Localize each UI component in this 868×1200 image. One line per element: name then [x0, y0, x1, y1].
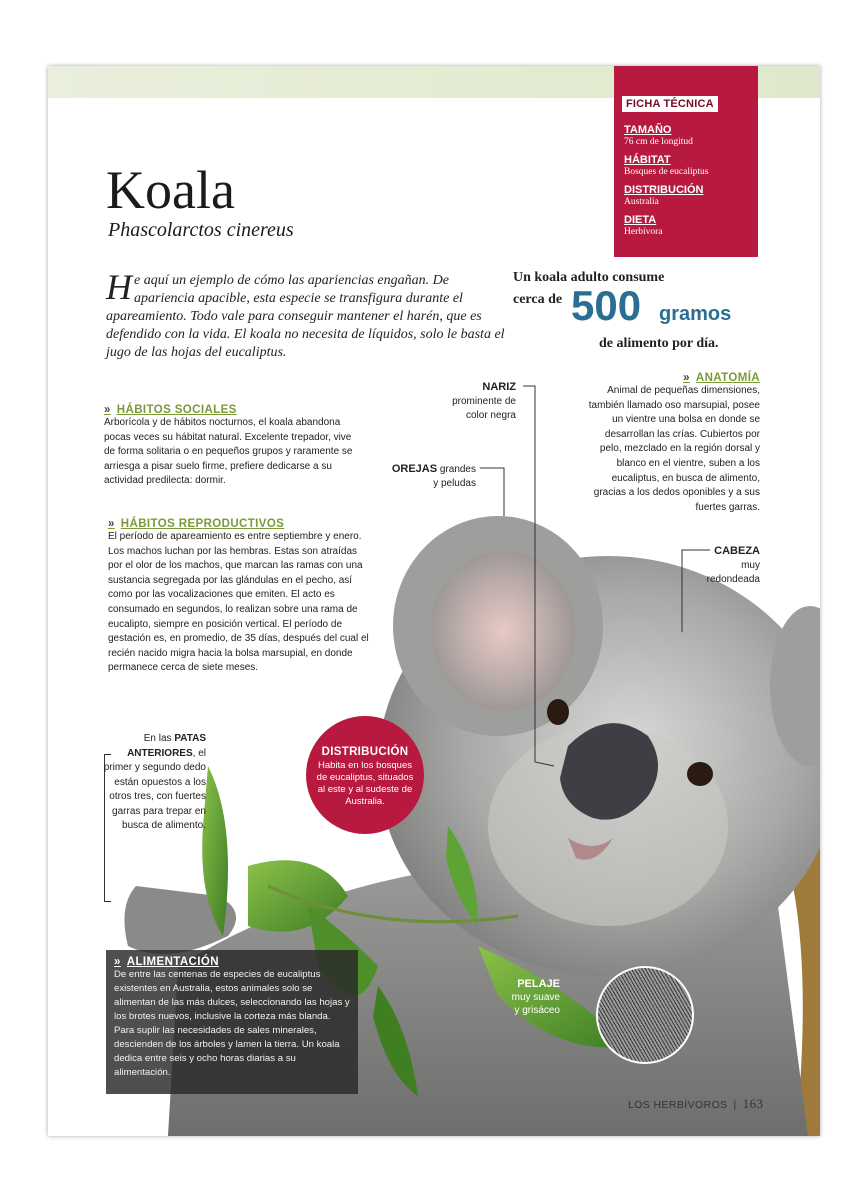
magazine-page: FICHA TÉCNICA TAMAÑO 76 cm de longitud HÁBITAT Bosques de eucaliptus DISTRIBUCIÓN Australia DIETA Herbívora Koala Phascolarctos cinereus He aquí un ejemplo de cómo las apariencias engañan. De apariencia apacible, esta especie se transfigura durante el apareamiento. Todo vale para conseguir mantener el harén, que es defendido con la vida. El koala no necesita de líquidos, solo le basta el jugo de las hojas del eucaliptus. Un koala adulto consume cerca de 500 gramos de alimento por día. » HÁBITOS SOCIALES Arborícola y de hábitos nocturnos, el koala abandona pocas veces su hábitat natural. Excelente trepador, vive de forma solitaria o en pequeños grupos y raramente se arriesga a pisar suelo firme, prefiere dedicarse a su actividad predilecta: dormir. » HÁBITOS REPRODUCTIVOS El período de apareamiento es entre septiembre y enero. Los machos luchan por las hembras. Estas son atraídas por el olor de los machos, que marcan las ramas con una sustancia segregada por las glándulas en el pecho, así como por las vocalizaciones que emiten. El acto es consumado en segundos, lo realizan sobre una rama de eucalipto, siempre en posición vertical. El período de gestación es, en promedio, de 35 días, después del cual el recién nacido migra hacia la bolsa marsupial, en donde permanece cerca de siete meses. » ANATOMÍA Animal de pequeñas dimensiones, también llamado oso marsupial, posee un vientre una bolsa en donde se desarrollan las crías. Cubiertos por pelo, mezclado en la región dorsal y blanco en el vientre, suben a los eucaliptus, en busca de alimento, gracias a los dedos oponibles y a sus fuertes garras. NARIZ prominente de color negra OREJAS grandes y peludas CABEZA muy redondeada En las PATAS ANTERIORES, el primer y segundo dedo están opuestos a los otros tres, con fuertes garras para trepar en busca de alimento. DISTRIBUCIÓN Habita en los bosques de eucaliptus, situados al este y al sudeste de Australia. » ALIMENTACIÓN De entre las centenas de especies de eucaliptus existentes en Australia, estos animales solo se alimentan de las más dulces, seleccionando las hojas y los brotes nuevos, inclusive la corteza más blanda. Para suplir las necesidades de sales minerales, descienden de los árboles y lamen la tierra. Un koala dedica entre seis y ocho horas diarias a su alimentación. PELAJE muy suave y grisáceo LOS HERBÍVOROS | 163 [48, 66, 820, 1136]
label-cabeza: CABEZA muy redondeada [706, 545, 760, 585]
koala-left-eye [547, 699, 569, 725]
section-habitos-reproductivos: » HÁBITOS REPRODUCTIVOS El período de apareamiento es entre septiembre y enero. Los machos luchan por las hembras. Estas son atraídas por el olor de los machos, que marcan las ramas con una sustancia segregada por las glándulas en el pecho, así como por las vocalizaciones que emiten. El acto es consumado en segundos, lo realizan sobre una rama de eucalipto, siempre en posición vertical. El período de gestación es, en promedio, de 35 días, después del cual el recién nacido migra hacia la bolsa marsupial, en donde permanece cerca de siete meses. [100, 512, 380, 702]
page-title: Koala [106, 160, 235, 220]
page-number: 163 [742, 1096, 764, 1111]
section-title: ANATOMÍA [695, 372, 760, 384]
ficha-tecnica-box [614, 66, 758, 257]
section-title: HÁBITOS SOCIALES [116, 404, 237, 416]
stat-unit: gramos [659, 303, 732, 325]
stat-number: 500 [571, 282, 642, 329]
label-nariz: NARIZ prominente de color negra [452, 381, 516, 421]
orejas-leader-line [480, 468, 504, 516]
section-title: ALIMENTACIÓN [126, 956, 219, 968]
ficha-row-habitat: HÁBITAT Bosques de eucaliptus [624, 154, 709, 177]
fur-detail-circle [596, 966, 694, 1064]
distribucion-title: DISTRIBUCIÓN [321, 746, 409, 758]
label-patas-anteriores: En las PATAS ANTERIORES, el primer y segundo dedo están opuestos a los otros tres, con fuertes garras para trepar en busca de alimento. [103, 733, 206, 831]
intro-paragraph: He aquí un ejemplo de cómo las apariencias engañan. De apariencia apacible, esta especie se transfigura durante el apareamiento. Todo vale para conseguir mantener el harén, que es defendido con la vida. El koala no necesita de líquidos, solo le basta el jugo de las hojas del eucaliptus. [106, 267, 505, 360]
section-name: LOS HERBÍVOROS [628, 1099, 728, 1111]
koala-right-eye [687, 762, 713, 786]
distribucion-circle: DISTRIBUCIÓN Habita en los bosques de eucaliptus, situados al este y al sudeste de Australia. [306, 716, 424, 834]
section-title: HÁBITOS REPRODUCTIVOS [120, 518, 285, 530]
scientific-name: Phascolarctos cinereus [108, 219, 294, 241]
section-alimentacion: » ALIMENTACIÓN De entre las centenas de especies de eucaliptus existentes en Australia, estos animales solo se alimentan de las más dulces, seleccionando las hojas y los brotes nuevos, inclusive la corteza más blanda. Para suplir las necesidades de sales minerales, descienden de los árboles y lamen la tierra. Un koala dedica entre seis y ocho horas diarias a su alimentación. [106, 950, 358, 1094]
drop-cap: H [106, 267, 132, 307]
page-footer: LOS HERBÍVOROS | 163 [628, 1096, 764, 1111]
ficha-title: FICHA TÉCNICA [622, 96, 718, 112]
label-orejas: OREJAS grandes y peludas [391, 463, 476, 489]
section-habitos-sociales: » HÁBITOS SOCIALES Arborícola y de hábitos nocturnos, el koala abandona pocas veces su hábitat natural. Excelente trepador, vive de forma solitaria o en pequeños grupos y raramente se arriesga a pisar suelo firme, prefiere dedicarse a su actividad predilecta: dormir. [104, 404, 353, 487]
ficha-row-distribucion: DISTRIBUCIÓN Australia [624, 184, 704, 207]
ficha-row-tamano: TAMAÑO 76 cm de longitud [624, 124, 693, 147]
label-pelaje: PELAJE muy suave y grisáceo [511, 978, 560, 1016]
ficha-row-dieta: DIETA Herbívora [624, 214, 663, 237]
section-anatomia: » ANATOMÍA Animal de pequeñas dimensiones, también llamado oso marsupial, posee un vientre una bolsa en donde se desarrollan las crías. Cubiertos por pelo, mezclado en la región dorsal y blanco en el vientre, suben a los eucaliptus, en busca de alimento, gracias a los dedos oponibles y a sus fuertes garras. [588, 372, 760, 513]
